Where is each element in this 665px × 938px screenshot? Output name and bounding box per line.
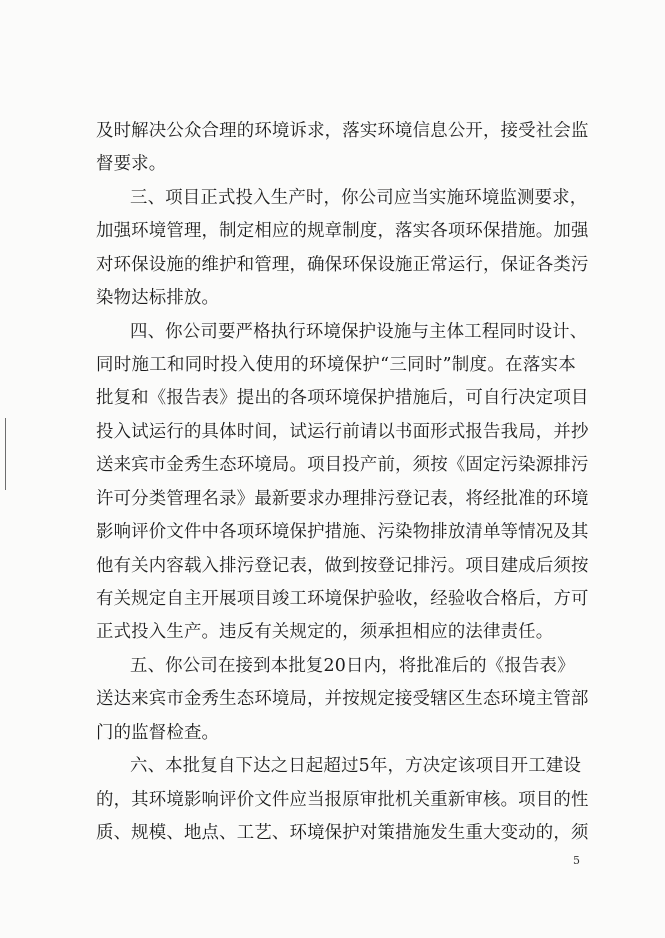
text-line: 对环保设施的维护和管理，确保环保设施正常运行，保证各类污: [96, 255, 589, 275]
text-line: 有关规定自主开展项目竣工环境保护验收，经验收合格后，方可: [96, 589, 589, 609]
text-line: 影响评价文件中各项环境保护措施、污染物排放清单等情况及其: [96, 522, 589, 542]
text-line: 加强环境管理，制定相应的规章制度，落实各项环保措施。加强: [96, 221, 589, 241]
text-line: 的，其环境影响评价文件应当报原审批机关重新审核。项目的性: [96, 790, 589, 810]
text-line: 送达来宾市金秀生态环境局，并按规定接受辖区生态环境主管部: [96, 689, 589, 709]
text-line: 他有关内容载入排污登记表，做到按登记排污。项目建成后须按: [96, 556, 589, 576]
text-line: 批复和《报告表》提出的各项环境保护措施后，可自行决定项目: [96, 388, 589, 408]
margin-mark: [5, 418, 6, 490]
page-number: 5: [573, 854, 580, 867]
text-line: 投入试运行的具体时间，试运行前请以书面形式报告我局，并抄: [96, 422, 589, 442]
text-line: 督要求。: [96, 154, 167, 174]
text-line: 门的监督检查。: [96, 723, 220, 743]
text-line: 许可分类管理名录》最新要求办理排污登记表，将经批准的环境: [96, 489, 589, 509]
text-line: 同时施工和同时投入使用的环境保护“三同时”制度。在落实本: [96, 355, 576, 375]
text-line: 染物达标排放。: [96, 288, 220, 308]
text-line: 及时解决公众合理的环境诉求，落实环境信息公开，接受社会监: [96, 121, 589, 141]
text-line: 正式投入生产。违反有关规定的，须承担相应的法律责任。: [96, 622, 554, 642]
paragraph-4-first-line: 四、你公司要严格执行环境保护设施与主体工程同时设计、: [130, 322, 588, 342]
paragraph-5-first-line: 五、你公司在接到本批复20日内，将批准后的《报告表》: [130, 656, 575, 676]
text-line: 质、规模、地点、工艺、环境保护对策措施发生重大变动的，须: [96, 823, 589, 843]
paragraph-6-first-line: 六、本批复自下达之日起超过5年，方决定该项目开工建设: [130, 756, 582, 776]
paragraph-3-first-line: 三、项目正式投入生产时，你公司应当实施环境监测要求，: [130, 188, 588, 208]
text-line: 送来宾市金秀生态环境局。项目投产前，须按《固定污染源排污: [96, 455, 589, 475]
